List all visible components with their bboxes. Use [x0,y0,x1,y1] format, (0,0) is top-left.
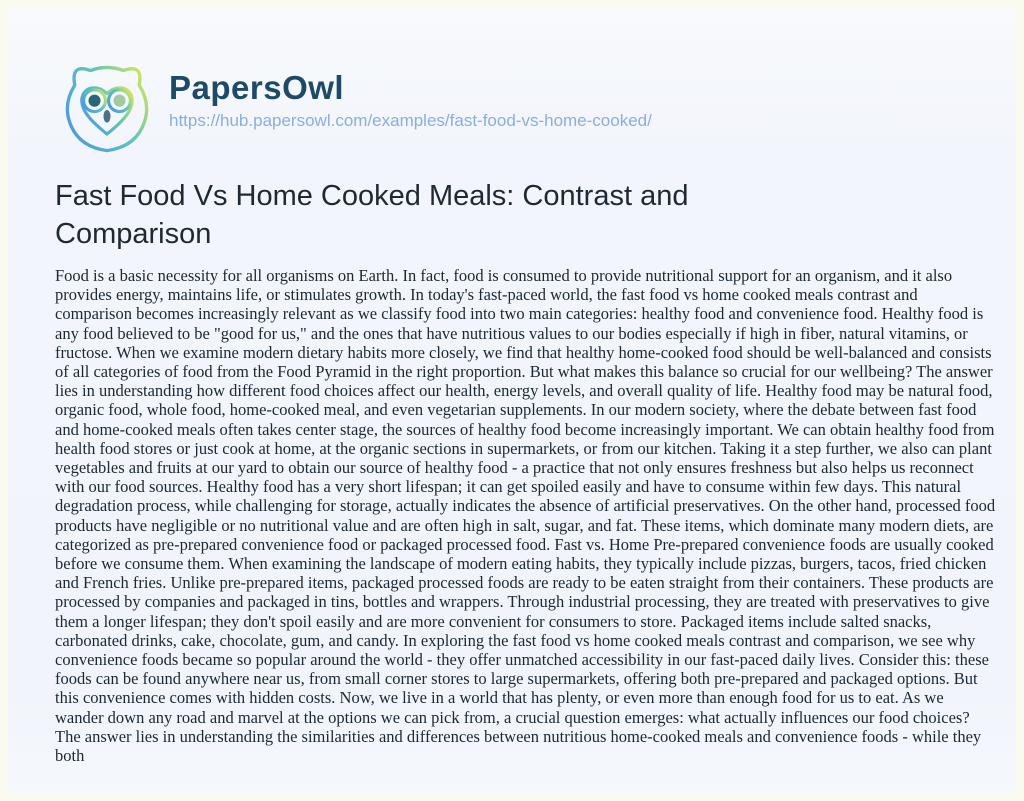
brand-name[interactable]: PapersOwl [169,69,345,106]
page-title: Fast Food Vs Home Cooked Meals: Contrast and Comparison [55,180,689,250]
page [8,8,1016,793]
essay-body-text: Food is a basic necessity for all organisms on Earth. In fact, food is consumed to provide nutritional support for an organism, and it also provides energy, maintains life, or stimulates growth. In today's fast-paced world, the fast food vs home cooked meals contrast and comparison becomes increasingly relevant as we classify food into two main categories: healthy food and convenience food. Healthy food is any food believed to be "good for us," and the ones that have nutritious values to our bodies especially if high in fiber, natural vitamins, or fructose. When we examine modern dietary habits more closely, we find that healthy home-cooked food should be well-balanced and consists of all categories of food from the Food Pyramid in the right proportion. But what makes this balance so crucial for our wellbeing? The answer lies in understanding how different food choices affect our health, energy levels, and overall quality of life. Healthy food may be natural food, organic food, whole food, home-cooked meal, and even vegetarian supplements. In our modern society, where the debate between fast food and home-cooked meals often takes center stage, the sources of healthy food become increasingly important. We can obtain healthy food from health food stores or just cook at home, at the organic sections in supermarkets, or from our kitchen. Taking it a step further, we also can plant vegetables and fruits at our yard to obtain our source of healthy food - a practice that not only ensures freshness but also helps us reconnect with our food sources. Healthy food has a very short lifespan; it can get spoiled easily and have to consume within few days. This natural degradation process, while challenging for storage, actually indicates the absence of artificial preservatives. On the other hand, processed food products have negligible or no nutritional value and are often high in salt, sugar, and fat. These items, which dominate many modern diets, are categorized as pre-prepared convenience food or packaged processed food. Fast vs. Home Pre-prepared convenience foods are usually cooked before we consume them. When examining the landscape of modern eating habits, they typically include pizzas, burgers, tacos, fried chicken and French fries. Unlike pre-prepared items, packaged processed foods are ready to be eaten straight from their containers. These products are processed by companies and packaged in tins, bottles and wrappers. Through industrial processing, they are treated with preservatives to give them a longer lifespan; they don't spoil easily and are more convenient for consumers to store. Packaged items include salted snacks, carbonated drinks, cake, chocolate, gum, and candy. In exploring the fast food vs home cooked meals contrast and comparison, we see why convenience foods became so popular around the world - they offer unmatched accessibility in our fast-paced daily lives. Consider this: these foods can be found anywhere near us, from small corner stores to large supermarkets, offering both pre-prepared and packaged options. But this convenience comes with hidden costs. Now, we live in a world that has plenty, or even more than enough food for us to eat. As we wander down any road and marvel at the options we can pick from, a crucial question emerges: what actually influences our food choices? The answer lies in understanding the similarities and differences between nutritious home-cooked meals and convenience foods - while they both [55,266,996,766]
papersowl-owl-logo-icon[interactable] [55,57,159,161]
brand-block [169,57,652,131]
source-url-link[interactable]: https://hub.papersowl.com/examples/fast-food-vs-home-cooked/ [169,111,652,130]
site-header [55,57,976,161]
